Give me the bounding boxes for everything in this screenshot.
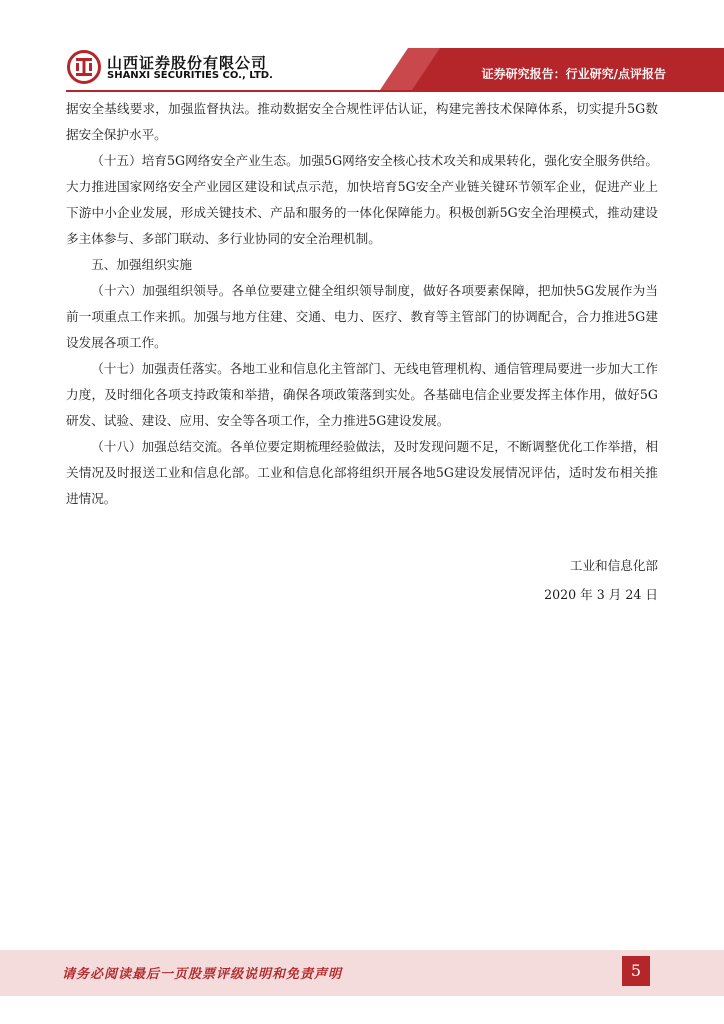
disclaimer-text: 请务必阅读最后一页股票评级说明和免责声明	[62, 967, 343, 982]
report-type-label: 证券研究报告：行业研究/点评报告	[481, 67, 666, 81]
paragraph: （十六）加强组织领导。各单位要建立健全组织领导制度，做好各项要素保障，把加快5G发展作为当前一项重点工作来抓。加强与地方住建、交通、电力、医疗、教育等主管部门的协调配合，合力推进5G建设发展各项工作。	[66, 283, 658, 350]
page-header	[0, 0, 724, 92]
signature-date: 2020 年 3 月 24 日	[544, 587, 658, 602]
company-name-en: SHANXI SECURITIES CO., LTD.	[107, 70, 273, 81]
company-name-cn: 山西证券股份有限公司	[107, 54, 268, 72]
paragraph: （十七）加强责任落实。各地工业和信息化主管部门、无线电管理机构、通信管理局要进一步加大工作力度，及时细化各项支持政策和举措，确保各项政策落到实处。各基础电信企业要发挥主体作用，做好5G研发、试验、建设、应用、安全等各项工作，全力推进5G建设发展。	[66, 361, 658, 428]
document-body	[66, 96, 658, 512]
page-number: 5	[622, 956, 650, 986]
paragraph: （十五）培育5G网络安全产业生态。加强5G网络安全核心技术攻关和成果转化，强化安全服务供给。大力推进国家网络安全产业园区建设和试点示范，加快培育5G安全产业链关键环节领军企业，促进产业上下游中小企业发展，形成关键技术、产品和服务的一体化保障能力。积极创新5G安全治理模式，推动建设多主体参与、多部门联动、多行业协同的安全治理机制。	[66, 153, 658, 246]
header-divider	[66, 90, 724, 92]
signer-name: 工业和信息化部	[569, 558, 658, 573]
paragraph: （十八）加强总结交流。各单位要定期梳理经验做法，及时发现问题不足，不断调整优化工作举措，相关情况及时报送工业和信息化部。工业和信息化部将组织开展各地5G建设发展情况评估，适时发布相关推进情况。	[66, 439, 658, 506]
section-heading: 五、加强组织实施	[91, 257, 192, 272]
company-logo-icon	[67, 50, 101, 84]
paragraph: 据安全基线要求，加强监督执法。推动数据安全合规性评估认证，构建完善技术保障体系，切实提升5G数据安全保护水平。	[66, 101, 658, 142]
